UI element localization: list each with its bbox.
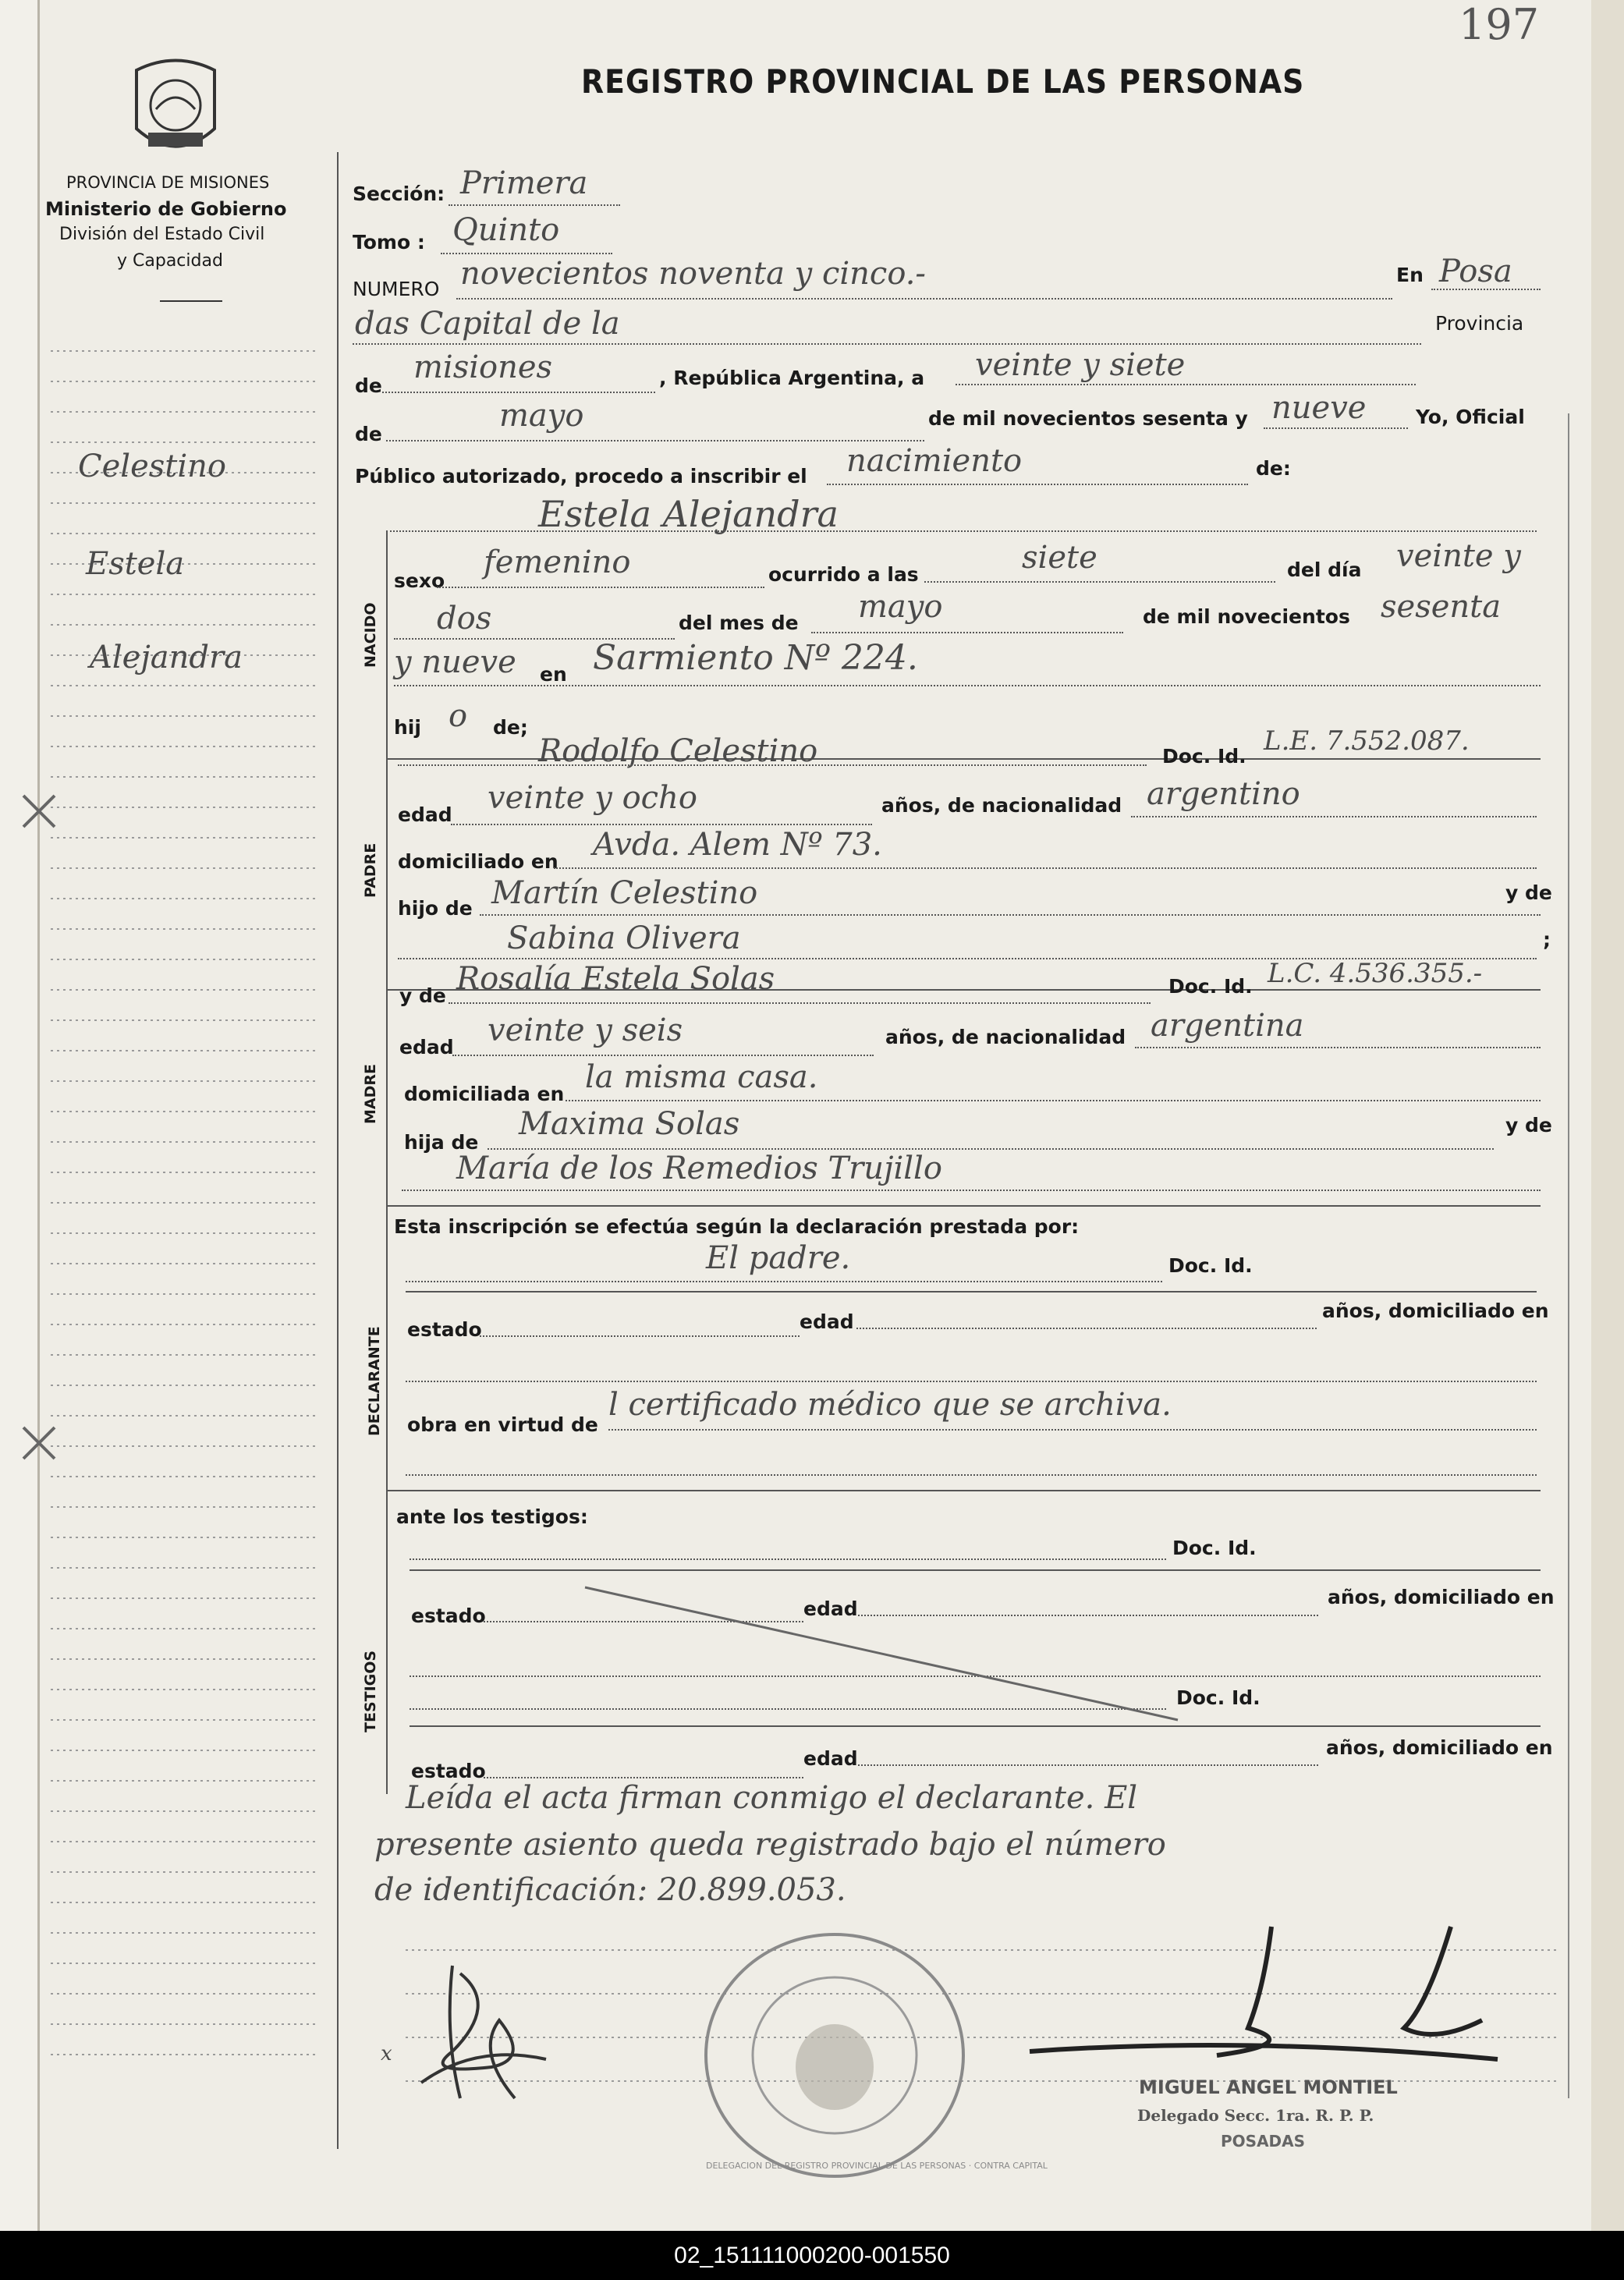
padre-dom-value: Avda. Alem Nº 73.: [593, 827, 882, 863]
main-left-border: [337, 152, 339, 2149]
madre-bottom-rule: [386, 1205, 1541, 1207]
provincia-line: [382, 392, 655, 393]
official-stamp: [694, 1927, 1048, 2184]
declarante-obra-label: obra en virtud de: [407, 1413, 598, 1436]
official-title: Delegado Secc. 1ra. R. P. P.: [1137, 2106, 1374, 2125]
section-declarante: DECLARANTE: [366, 1326, 383, 1436]
closing-line-1: Leída el acta firman conmigo el declarante. El: [406, 1780, 1138, 1816]
padre-nac-label: años, de nacionalidad: [881, 794, 1122, 817]
madre-hija-de-label: hija de: [404, 1131, 479, 1154]
republica-label: , República Argentina, a: [659, 367, 925, 389]
binder-staple-2: [16, 1420, 62, 1466]
testigo2-anios-label: años, domiciliado en: [1326, 1736, 1553, 1759]
declarante-dom-line: [406, 1381, 1537, 1382]
official-signature: [1014, 1919, 1513, 2090]
madre-yde-label: y de: [399, 984, 446, 1007]
testigo1-doc-label: Doc. Id.: [1172, 1537, 1257, 1559]
nombre-value: Estela Alejandra: [538, 493, 839, 535]
declarant-signature: [406, 1942, 554, 2122]
declarante-edad-line: [856, 1328, 1317, 1329]
testigo1-edad-label: edad: [803, 1597, 858, 1620]
mes-line: [386, 440, 924, 441]
dia-value: veinte y siete: [975, 347, 1186, 383]
seccion-line: [449, 204, 620, 206]
nombre-line: [386, 530, 1537, 532]
section-testigos: TESTIGOS: [362, 1650, 379, 1732]
dia-value-1: veinte y: [1396, 538, 1521, 574]
closing-line-3: de identificación: 20.899.053.: [374, 1872, 846, 1908]
padre-hijo-de-label: hijo de: [398, 897, 473, 920]
binding-edge: [0, 0, 40, 2231]
declarante-anios-label: años, domiciliado en: [1322, 1300, 1549, 1322]
en-label: En: [1396, 264, 1424, 286]
oficial-label: Yo, Oficial: [1416, 406, 1525, 428]
declarante-extra-line: [406, 1474, 1537, 1476]
hijo-value: o: [449, 698, 468, 734]
ocurrido-label: ocurrido a las: [768, 563, 919, 586]
declarante-bottom-rule: [386, 1490, 1541, 1491]
de-label: de: [355, 374, 382, 397]
testigo2-estado-label: estado: [411, 1760, 486, 1782]
stamp-text: DELEGACION DEL REGISTRO PROVINCIAL DE LAS PERSONAS · CONTRA CAPITAL: [706, 2161, 1048, 2171]
en-value: Posa: [1439, 254, 1512, 289]
org-underline: [160, 300, 222, 302]
sexo-value: femenino: [484, 544, 631, 580]
declarante-edad-label: edad: [800, 1310, 854, 1333]
declarante-top-rule: [406, 1291, 1537, 1292]
padre-nombre-line: [398, 764, 1147, 766]
provincial-coat-of-arms: [125, 55, 226, 164]
en-lugar-label: en: [540, 663, 567, 686]
section-border: [386, 530, 388, 1794]
testigo2-estado-line: [484, 1777, 803, 1778]
org-province: PROVINCIA DE MISIONES: [66, 173, 270, 192]
cancel-stroke: [577, 1583, 1186, 1724]
main-right-border: [1568, 413, 1569, 2098]
testigo1-rule: [410, 1569, 1541, 1571]
testigo1-anios-label: años, domiciliado en: [1328, 1586, 1555, 1608]
mil-label: de mil novecientos: [1143, 605, 1350, 628]
de2-label: de: [355, 423, 382, 445]
closing-line-2: presente asiento queda registrado bajo el número: [374, 1827, 1166, 1863]
declarante-nombre-value: El padre.: [706, 1240, 851, 1276]
madre-nombre-value: Rosalía Estela Solas: [456, 961, 775, 997]
madre-yde2-label: y de: [1505, 1114, 1552, 1136]
padre-edad-value: veinte y ocho: [488, 780, 697, 816]
declarante-estado-label: estado: [407, 1318, 482, 1341]
madre-doc-value: L.C. 4.536.355.-: [1268, 958, 1483, 989]
padre-nac-value: argentino: [1147, 776, 1300, 812]
org-capacity: y Capacidad: [117, 251, 223, 271]
testigos-intro: ante los testigos:: [396, 1505, 588, 1528]
binder-staple-1: [16, 788, 62, 835]
del-mes-label: del mes de: [679, 612, 799, 634]
lugar-value: Sarmiento Nº 224.: [593, 638, 918, 678]
numero-label: NUMERO: [353, 278, 440, 300]
en-line: [1431, 289, 1541, 290]
madre-madre-line: [402, 1190, 1541, 1191]
madre-nombre-line: [449, 1002, 1151, 1004]
seccion-label: Sección:: [353, 183, 445, 205]
testigo2-edad-line: [858, 1764, 1318, 1766]
madre-dom-value: la misma casa.: [585, 1059, 818, 1095]
declarante-intro: Esta inscripción se efectúa según la declaración prestada por:: [394, 1215, 1080, 1238]
margin-note-first-name: Estela: [86, 546, 185, 582]
de3-label: de:: [1256, 457, 1291, 480]
del-dia-label: del día: [1287, 558, 1362, 581]
declarante-obra-line: [608, 1429, 1537, 1431]
numero-line: [456, 298, 1392, 300]
left-margin-ruling: [43, 343, 324, 2075]
testigo2-rule: [410, 1725, 1541, 1727]
padre-dom-line: [554, 867, 1537, 869]
padre-padre-value: Martín Celestino: [491, 875, 758, 911]
madre-dom-line: [566, 1100, 1541, 1101]
anio-label: de mil novecientos sesenta y: [928, 407, 1248, 430]
official-name: MIGUEL ANGEL MONTIEL: [1139, 2076, 1398, 2098]
margin-note-second-name: Alejandra: [90, 640, 243, 675]
declarante-obra-value: l certificado médico que se archiva.: [608, 1387, 1172, 1423]
provincia-label: Provincia: [1435, 312, 1524, 335]
madre-nac-value: argentina: [1151, 1008, 1304, 1044]
sexo-line: [437, 587, 764, 588]
madre-edad-value: veinte y seis: [488, 1012, 683, 1048]
madre-padre-line: [488, 1148, 1494, 1150]
madre-padre-value: Maxima Solas: [519, 1106, 740, 1142]
tomo-value: Quinto: [452, 212, 560, 248]
madre-dom-label: domiciliada en: [404, 1083, 565, 1105]
hijo-de-label: de;: [493, 716, 528, 739]
hora-line: [924, 581, 1275, 583]
seccion-value: Primera: [460, 165, 588, 201]
section-padre: PADRE: [362, 842, 379, 898]
padre-yde-label: y de: [1505, 881, 1552, 904]
mes-value-nacido: mayo: [858, 589, 943, 625]
testigo2-doc-label: Doc. Id.: [1176, 1686, 1261, 1709]
testigo2-edad-label: edad: [803, 1747, 858, 1770]
margin-note-surname: Celestino: [78, 449, 226, 484]
hijo-label: hij: [394, 716, 421, 739]
numero-value: novecientos noventa y cinco.-: [460, 256, 926, 292]
section-nacido: NACIDO: [362, 602, 379, 668]
declarante-estado-line: [480, 1335, 800, 1337]
padre-madre-value: Sabina Olivera: [507, 920, 741, 956]
tomo-line: [441, 253, 612, 254]
dia-line: [956, 384, 1416, 385]
madre-edad-label: edad: [399, 1036, 454, 1058]
mes-value: mayo: [499, 398, 584, 434]
madre-madre-value: María de los Remedios Trujillo: [456, 1151, 942, 1186]
padre-edad-label: edad: [398, 803, 452, 826]
padre-doc-value: L.E. 7.552.087.: [1264, 725, 1470, 757]
official-city: POSADAS: [1221, 2132, 1306, 2151]
testigo1-estado-label: estado: [411, 1605, 486, 1627]
lugar-line: [394, 685, 1541, 686]
padre-dom-label: domiciliado en: [398, 850, 558, 873]
madre-nac-label: años, de nacionalidad: [885, 1026, 1126, 1048]
sexo-label: sexo: [394, 569, 445, 592]
folio-number: 197: [1459, 0, 1540, 49]
publico-label: Público autorizado, procedo a inscribir el: [355, 465, 807, 488]
provincia-value: misiones: [413, 349, 553, 385]
anio-value: nueve: [1271, 390, 1367, 426]
tomo-label: Tomo :: [353, 231, 425, 254]
padre-semicolon: ;: [1543, 928, 1551, 951]
anio-value-1: sesenta: [1381, 589, 1502, 625]
anio-line: [1264, 427, 1408, 429]
testigo1-nombre-line: [410, 1558, 1166, 1560]
padre-doc-label: Doc. Id.: [1162, 745, 1246, 768]
padre-nac-line: [1131, 816, 1537, 817]
org-division: División del Estado Civil: [59, 225, 265, 244]
acto-line: [827, 484, 1248, 485]
padre-edad-line: [451, 824, 872, 825]
index-tabs: [1591, 0, 1624, 2231]
declarante-nombre-line: [406, 1281, 1162, 1282]
document-title: REGISTRO PROVINCIAL DE LAS PERSONAS: [581, 62, 1305, 101]
org-ministry: Ministerio de Gobierno: [45, 198, 287, 220]
dia-value-2: dos: [437, 601, 492, 636]
acto-value: nacimiento: [846, 443, 1023, 479]
declarante-doc-label: Doc. Id.: [1168, 1254, 1253, 1277]
signature-x-mark: x: [381, 2042, 392, 2065]
madre-edad-line: [452, 1055, 874, 1056]
city-value: das Capital de la: [355, 306, 620, 342]
padre-nombre-value: Rodolfo Celestino: [538, 733, 818, 769]
anio-value-2: y nueve: [394, 644, 516, 680]
madre-nac-line: [1135, 1047, 1541, 1048]
hora-value: siete: [1022, 540, 1097, 576]
scan-file-id: 02_151111000200-001550: [0, 2231, 1624, 2280]
city-line: [353, 343, 1421, 345]
section-madre: MADRE: [362, 1064, 379, 1124]
madre-doc-label: Doc. Id.: [1168, 975, 1253, 998]
padre-padre-line: [480, 914, 1541, 916]
mes-line-nacido: [811, 632, 1123, 633]
